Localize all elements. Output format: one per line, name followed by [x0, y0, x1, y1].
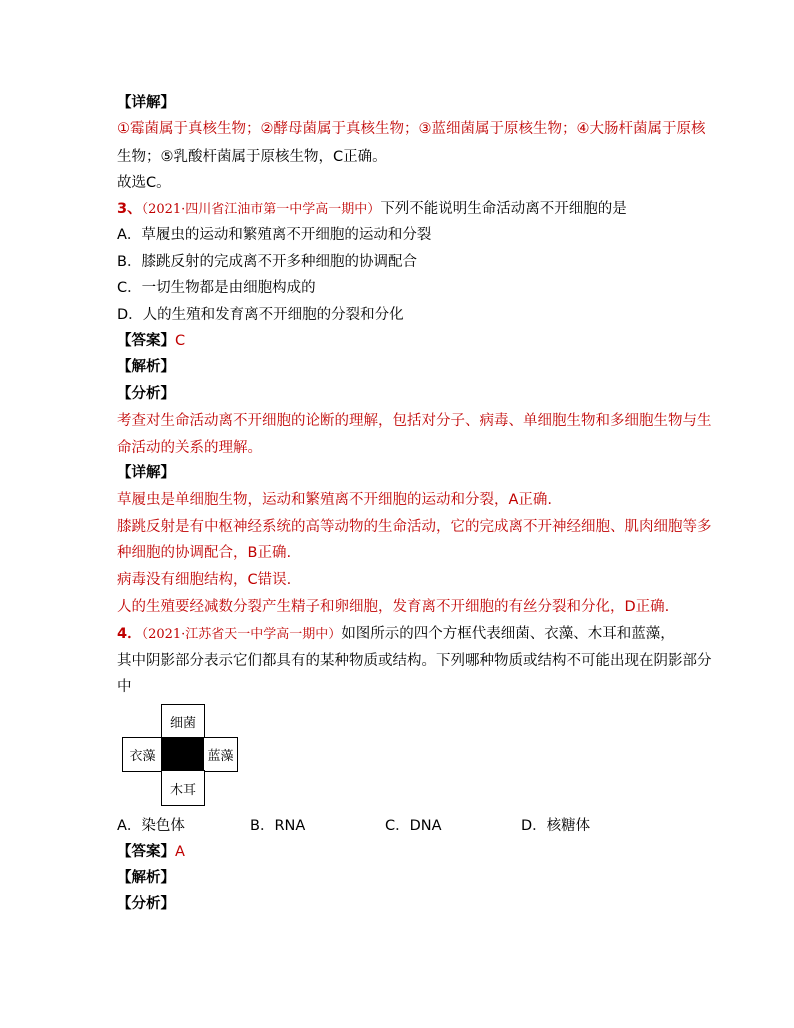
question-4-stem: [117, 623, 675, 646]
q3-detail-heading: 【详解】: [117, 465, 175, 481]
q3-detail-line-4: 病毒没有细胞结构，C错误.: [117, 572, 292, 588]
q4-option-c: C．DNA: [385, 818, 442, 834]
q4-option-a: A．染色体: [117, 818, 185, 834]
answer-value: C: [175, 333, 186, 349]
q4-option-d: D．核糖体: [521, 818, 591, 834]
q3-detail-line-1: 草履虫是单细胞生物，运动和繁殖离不开细胞的运动和分裂，A正确.: [117, 492, 553, 508]
detail-text-line-2: 生物；⑤乳酸杆菌属于原核生物，C正确。: [117, 149, 387, 165]
diagram-shaded-center: [161, 737, 205, 772]
q3-answer: [117, 330, 185, 352]
q3-analysis-heading: 【解析】: [117, 359, 175, 375]
conclusion-text: 故选C。: [117, 175, 171, 191]
q4-fenxi-heading: 【分析】: [117, 896, 175, 912]
q3-detail-line-5: 人的生殖要经减数分裂产生精子和卵细胞，发育离不开细胞的有丝分裂和分化，D正确.: [117, 599, 670, 615]
answer-heading: 【答案】: [117, 333, 175, 349]
question-source: （2021·江苏省天一中学高一期中）: [141, 627, 342, 642]
q3-fenxi-heading: 【分析】: [117, 386, 175, 402]
q3-fenxi-line-1: 考查对生命活动离不开细胞的论断的理解，包括对分子、病毒、单细胞生物和多细胞生物与生: [117, 413, 712, 429]
q4-option-b: B．RNA: [250, 818, 306, 834]
q3-option-a: A．草履虫的运动和繁殖离不开细胞的运动和分裂: [117, 227, 432, 243]
question-number: 4．: [117, 626, 142, 642]
detail-text-line-1: ①霉菌属于真核生物；②酵母菌属于真核生物；③蓝细菌属于原核生物；④大肠杆菌属于原核: [117, 121, 706, 137]
q3-option-c: C．一切生物都是由细胞构成的: [117, 280, 316, 296]
question-text: 下列不能说明生命活动离不开细胞的是: [380, 201, 627, 217]
question-4-stem-line-2: 其中阴影部分表示它们都具有的某种物质或结构。下列哪种物质或结构不可能出现在阴影部分: [117, 653, 712, 669]
q3-detail-line-2: 膝跳反射是有中枢神经系统的高等动物的生命活动，它的完成离不开神经细胞、肌肉细胞等多: [117, 519, 712, 535]
q4-analysis-heading: 【解析】: [117, 870, 175, 886]
diagram-box-top: 细菌: [161, 704, 205, 739]
q4-answer: [117, 841, 185, 863]
q3-option-b: B．膝跳反射的完成离不开多种细胞的协调配合: [117, 254, 417, 270]
question-source: （2021·四川省江油市第一中学高一期中）: [141, 202, 381, 217]
question-4-stem-line-3: 中: [117, 679, 132, 695]
q3-option-d: D．人的生殖和发育离不开细胞的分裂和分化: [117, 307, 404, 323]
diagram-box-bottom: 木耳: [161, 770, 205, 806]
question-number: 3、: [117, 201, 142, 217]
question-3-stem: [117, 198, 627, 221]
q3-detail-line-3: 种细胞的协调配合，B正确.: [117, 545, 292, 561]
diagram-box-right: 蓝藻: [203, 737, 238, 772]
detail-heading: 【详解】: [117, 95, 175, 111]
q3-fenxi-line-2: 命活动的关系的理解。: [117, 440, 262, 456]
answer-heading: 【答案】: [117, 844, 175, 860]
question-text: 如图所示的四个方框代表细菌、衣藻、木耳和蓝藻，: [341, 626, 675, 642]
answer-value: A: [175, 844, 185, 860]
diagram-box-left: 衣藻: [122, 737, 163, 772]
